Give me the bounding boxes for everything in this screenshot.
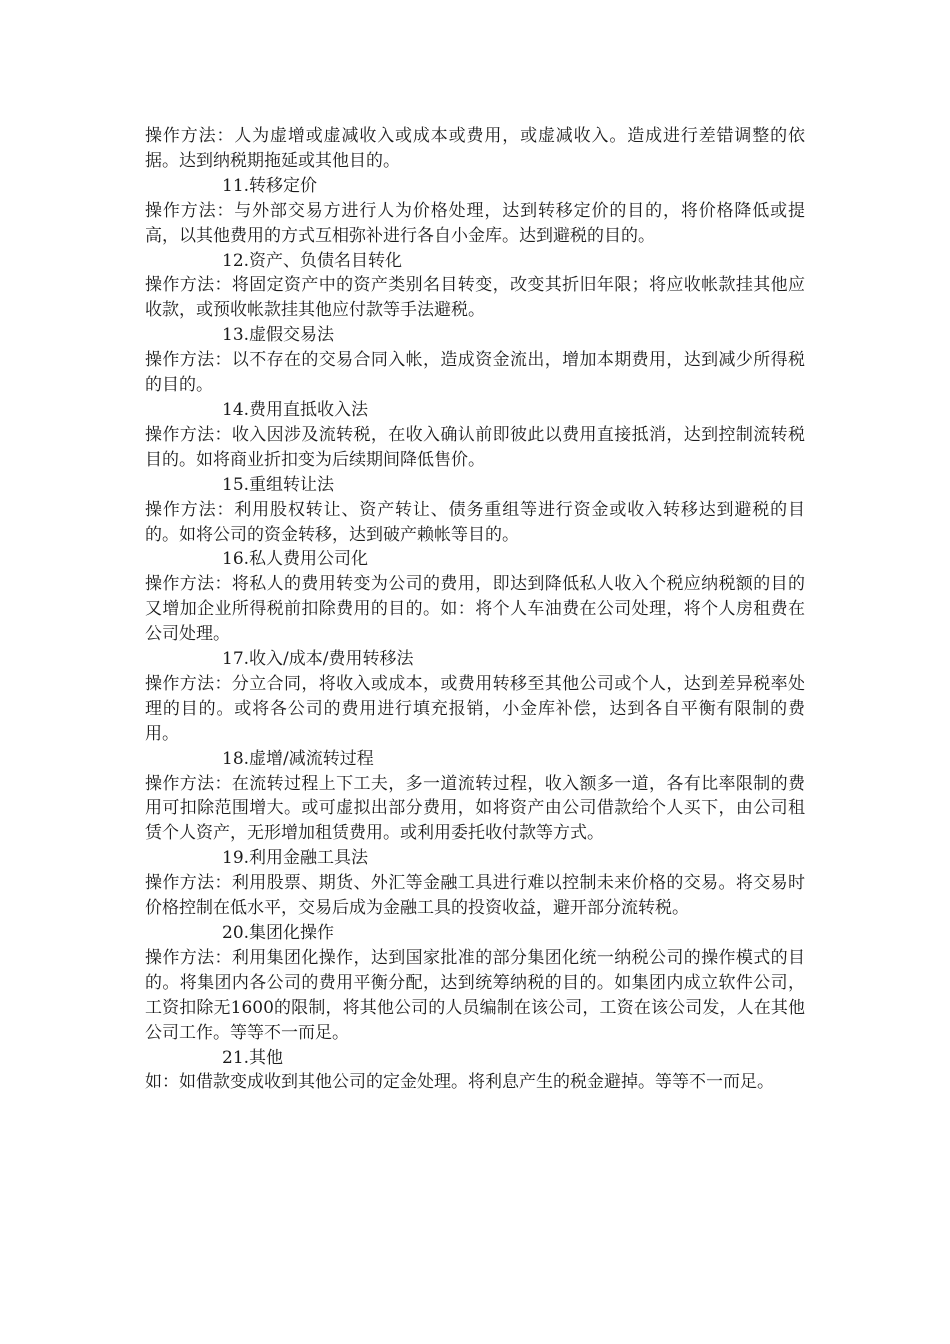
paragraph-18-method: 操作方法：在流转过程上下工夫，多一道流转过程，收入额多一道，各有比率限制的费用可扣除范围增大。或可虚拟出部分费用，如将资产由公司借款给个人买下，由公司租赁个人资产，无形增加租赁费用。或利用委托收付款等方式。: [145, 773, 805, 844]
heading-12-asset-liability: 12.资产、负债名目转化: [222, 250, 403, 271]
paragraph-20-method: 操作方法：利用集团化操作，达到国家批准的部分集团化统一纳税公司的操作模式的目的。将集团内各公司的费用平衡分配，达到统筹纳税的目的。如集团内成立软件公司，工资扣除无1600的限制，将其他公司的人员编制在该公司，工资在该公司发，人在其他公司工作。等等不一而足。: [145, 947, 805, 1043]
paragraph-19-method: 操作方法：利用股票、期货、外汇等金融工具进行难以控制未来价格的交易。将交易时价格控制在低水平，交易后成为金融工具的投资收益，避开部分流转税。: [145, 873, 805, 919]
paragraph-17-method: 操作方法：分立合同，将收入或成本，或费用转移至其他公司或个人，达到差异税率处理的目的。或将各公司的费用进行填充报销，小金库补偿，达到各自平衡有限制的费用。: [145, 673, 805, 744]
heading-21-other: 21.其他: [222, 1047, 284, 1068]
heading-13-fake-transaction: 13.虚假交易法: [222, 325, 335, 346]
document-page: [145, 124, 805, 1095]
paragraph-15-method: 操作方法：利用股权转让、资产转让、债务重组等进行资金或收入转移达到避税的目的。如将公司的资金转移，达到破产赖帐等目的。: [145, 499, 805, 545]
paragraph-16-method: 操作方法：将私人的费用转变为公司的费用，即达到降低私人收入个税应纳税额的目的又增加企业所得税前扣除费用的目的。如：将个人车油费在公司处理，将个人房租费在公司处理。: [145, 574, 805, 645]
heading-15-restructuring: 15.重组转让法: [222, 474, 335, 495]
paragraph-13-method: 操作方法：以不存在的交易合同入帐，造成资金流出，增加本期费用，达到减少所得税的目的。: [145, 350, 805, 396]
paragraph-10-method: 操作方法：人为虚增或虚减收入或成本或费用，或虚减收入。造成进行差错调整的依据。达到纳税期拖延或其他目的。: [145, 126, 805, 171]
heading-18-circulation: 18.虚增/减流转过程: [222, 748, 374, 769]
heading-11-transfer-pricing: 11.转移定价: [222, 175, 318, 196]
heading-16-private-expense: 16.私人费用公司化: [222, 549, 369, 570]
heading-19-financial-tools: 19.利用金融工具法: [222, 848, 369, 869]
paragraph-21-method: 如：如借款变成收到其他公司的定金处理。将利息产生的税金避掉。等等不一而足。: [145, 1072, 774, 1093]
paragraph-12-method: 操作方法：将固定资产中的资产类别名目转变，改变其折旧年限；将应收帐款挂其他应收款，或预收帐款挂其他应付款等手法避税。: [145, 275, 805, 321]
heading-17-income-transfer: 17.收入/成本/费用转移法: [222, 649, 414, 670]
heading-20-group-operation: 20.集团化操作: [222, 923, 335, 943]
paragraph-11-method: 操作方法：与外部交易方进行人为价格处理，达到转移定价的目的，将价格降低或提高，以其他费用的方式互相弥补进行各自小金库。达到避税的目的。: [145, 200, 805, 246]
paragraph-14-method: 操作方法：收入因涉及流转税，在收入确认前即彼此以费用直接抵消，达到控制流转税目的。如将商业折扣变为后续期间降低售价。: [145, 424, 805, 470]
heading-14-expense-offset: 14.费用直抵收入法: [222, 399, 369, 420]
